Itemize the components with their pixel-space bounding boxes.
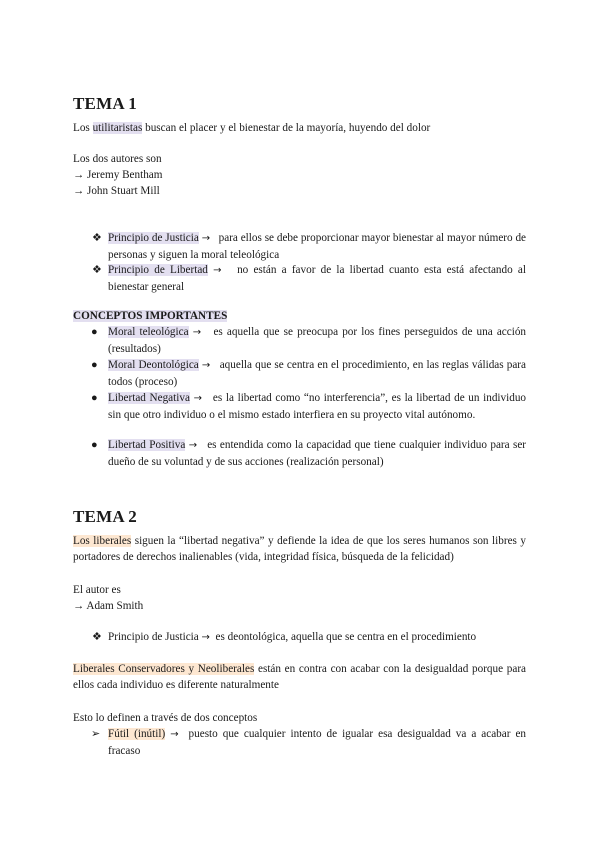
conceptos-title: CONCEPTOS IMPORTANTES — [73, 310, 228, 322]
diamond-bullet-icon: ❖ — [92, 631, 102, 643]
autores-label: Los dos autores son — [73, 153, 162, 165]
principio-libertad: Principio de Libertad → no están a favor de la libertad cuanto esta está afectando al bienestar general — [108, 264, 526, 293]
conservadores-paragraph: Liberales Conservadores y Neoliberales están en contra con acabar con la desigualdad porque para ellos cada individuo es diferente naturalmente — [73, 663, 527, 691]
conceptos-label: Esto lo definen a través de dos conceptos — [73, 712, 258, 724]
tema1-title: TEMA 1 — [73, 94, 138, 113]
autor-label: El autor es — [73, 584, 121, 596]
diamond-bullet-icon: ❖ — [92, 232, 102, 244]
concepto-item: Libertad Negativa → es la libertad como “no interferencia”, es la libertad de un individuo sin que otro individuo o el mismo estado interfiera en su proyecto vital autónomo. — [108, 392, 527, 421]
autor-item: → Jeremy Bentham — [73, 169, 163, 181]
diamond-bullet-icon: ❖ — [92, 264, 102, 276]
term-utilitaristas: utilitaristas — [92, 122, 143, 134]
tema1-intro: Los utilitaristas buscan el placer y el bienestar de la mayoría, huyendo del dolor — [73, 122, 431, 134]
arrow-bullet-icon: ➢ — [91, 728, 101, 740]
bullet-icon: ● — [91, 326, 98, 338]
autor-item: → Adam Smith — [73, 600, 144, 612]
tema2-title: TEMA 2 — [73, 507, 138, 526]
principio-justicia-2: Principio de Justicia → es deontológica, aquella que se centra en el procedimiento — [108, 631, 477, 643]
concepto-item: Moral teleológica → es aquella que se preocupa por los fines perseguidos de una acción (resultados) — [108, 326, 527, 355]
concepto-item: Libertad Positiva → es entendida como la capacidad que tiene cualquier individuo para ser dueño de su voluntad y de sus acciones (realización personal) — [108, 439, 527, 468]
bullet-icon: ● — [91, 359, 98, 371]
autor-item: → John Stuart Mill — [73, 185, 160, 197]
liberales-paragraph: Los liberales siguen la “libertad negativa” y defiende la idea de que los seres humanos son libres y portadores de derechos inalienables (vida, integridad física, búsqueda de la felicidad) — [73, 535, 527, 563]
futil-item: Fútil (inútil) → puesto que cualquier intento de igualar esa desigualdad va a acabar en fracaso — [108, 728, 526, 757]
concepto-item: Moral Deontológica → aquella que se centra en el procedimiento, en las reglas válidas para todos (proceso) — [108, 359, 526, 388]
principio-justicia: Principio de Justicia → para ellos se debe proporcionar mayor bienestar al mayor número de personas y siguen la moral teleológica — [108, 232, 527, 261]
bullet-icon: ● — [91, 392, 98, 404]
bullet-icon: ● — [91, 439, 98, 451]
